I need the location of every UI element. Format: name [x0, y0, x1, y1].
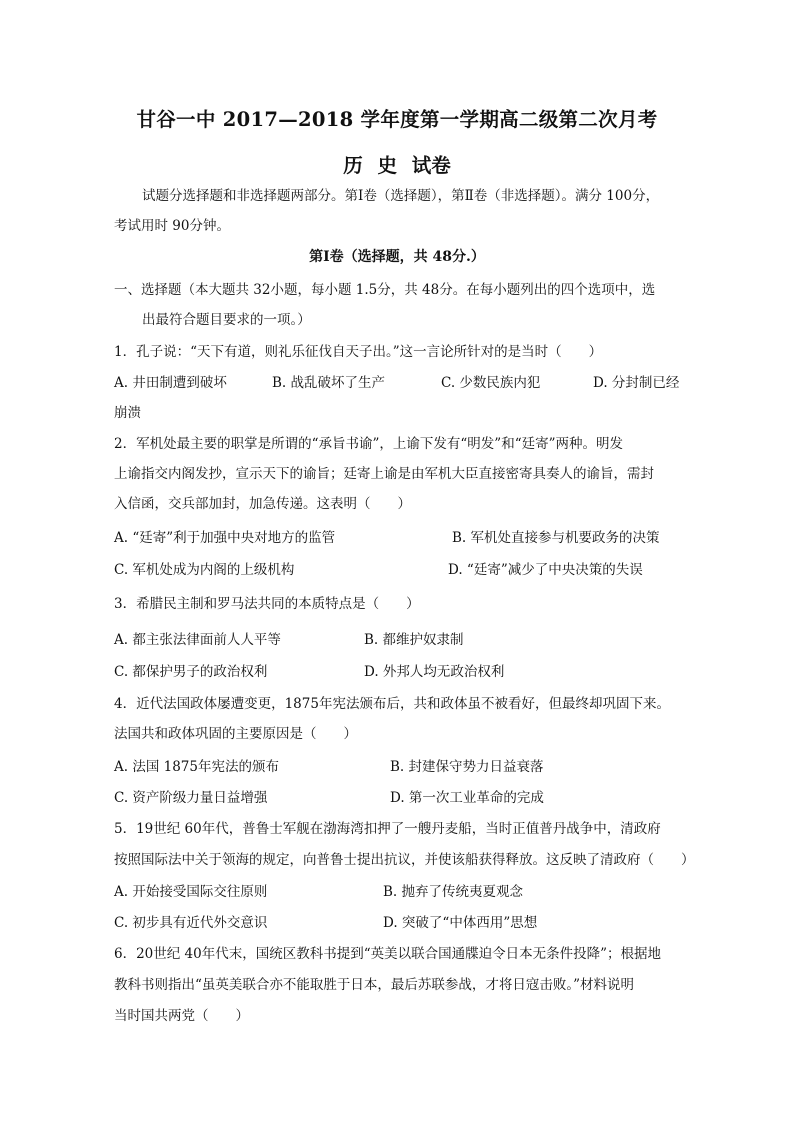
question-2-option-a: A. “廷寄”利于加强中央对地方的监管: [114, 530, 336, 546]
exam-subject: 历 史 试卷: [343, 154, 451, 177]
question-1-option-a: A. 井田制遭到破坏: [114, 375, 227, 391]
question-5-option-d: D. 突破了“中体西用”思想: [383, 915, 538, 931]
question-3-option-b: B. 都维护奴隶制: [364, 632, 464, 648]
question-2-stem-line-3: 入信函，交兵部加封，加急传递。这表明（ ）: [114, 496, 411, 512]
question-1-option-d: D. 分封制已经: [593, 375, 680, 391]
question-4-stem-line-1: 4．近代法国政体屡遭变更，1875年宪法颁布后，共和政体虽不被看好，但最终却巩固下来。: [114, 696, 670, 712]
question-4-stem-line-2: 法国共和政体巩固的主要原因是（ ）: [114, 726, 357, 742]
question-5-option-c: C. 初步具有近代外交意识: [114, 915, 268, 931]
question-1-option-d-tail: 崩溃: [114, 405, 141, 421]
instruction-line-2: 出最符合题目要求的一项。）: [142, 312, 311, 328]
question-2-option-c: C. 军机处成为内阁的上级机构: [114, 562, 295, 578]
question-6-stem-line-3: 当时国共两党（ ）: [114, 1008, 249, 1024]
question-5-option-b: B. 抛弃了传统夷夏观念: [383, 884, 524, 900]
question-1-option-c: C. 少数民族内犯: [441, 375, 541, 391]
question-1-stem: 1．孔子说：“天下有道，则礼乐征伐自天子出。”这一言论所针对的是当时（ ）: [114, 344, 603, 360]
exam-title: 甘谷一中 2017—2018 学年度第一学期高二级第二次月考: [136, 108, 658, 131]
question-4-option-a: A. 法国 1875年宪法的颁布: [114, 759, 279, 775]
question-3-stem: 3．希腊民主制和罗马法共同的本质特点是（ ）: [114, 596, 420, 612]
question-3-option-d: D. 外邦人均无政治权利: [364, 664, 505, 680]
question-5-stem-line-2: 按照国际法中关于领海的规定，向普鲁士提出抗议，并使该船获得释放。这反映了清政府（ ）: [114, 852, 695, 868]
question-6-stem-line-2: 教科书则指出“虽英美联合亦不能取胜于日本，最后苏联参战，才将日寇击败。”材料说明: [114, 977, 635, 993]
question-3-option-c: C. 都保护男子的政治权利: [114, 664, 268, 680]
intro-line-2: 考试用时 90分钟。: [114, 218, 230, 234]
question-4-option-d: D. 第一次工业革命的完成: [390, 790, 544, 806]
question-6-stem-line-1: 6．20世纪 40年代末，国统区教科书提到“英美以联合国通牒迫令日本无条件投降”；根据地: [114, 946, 662, 962]
intro-line-1: 试题分选择题和非选择题两部分。第Ⅰ卷（选择题），第Ⅱ卷（非选择题）。满分 100分，: [142, 188, 660, 204]
question-1-option-b: B. 战乱破坏了生产: [272, 375, 386, 391]
question-4-option-c: C. 资产阶级力量日益增强: [114, 790, 268, 806]
instruction-line-1: 一、选择题（本大题共 32小题，每小题 1.5分，共 48分。在每小题列出的四个选项中，选: [114, 282, 656, 298]
question-4-option-b: B. 封建保守势力日益衰落: [390, 759, 544, 775]
section-heading: 第Ⅰ卷（选择题，共 48分.）: [309, 249, 485, 265]
question-5-stem-line-1: 5．19世纪 60年代，普鲁士军舰在渤海湾扣押了一艘丹麦船，当时正值普丹战争中，清政府: [114, 821, 661, 837]
question-5-option-a: A. 开始接受国际交往原则: [114, 884, 268, 900]
question-2-option-d: D. “廷寄”减少了中央决策的失误: [448, 562, 643, 578]
question-2-stem-line-2: 上谕指交内阁发抄，宣示天下的谕旨；廷寄上谕是由军机大臣直接密寄具奏人的谕旨，需封: [114, 466, 654, 482]
question-2-option-b: B. 军机处直接参与机要政务的决策: [452, 530, 660, 546]
question-3-option-a: A. 都主张法律面前人人平等: [114, 632, 281, 648]
question-2-stem-line-1: 2．军机处最主要的职掌是所谓的“承旨书谕”，上谕下发有“明发”和“廷寄”两种。明发: [114, 436, 623, 452]
